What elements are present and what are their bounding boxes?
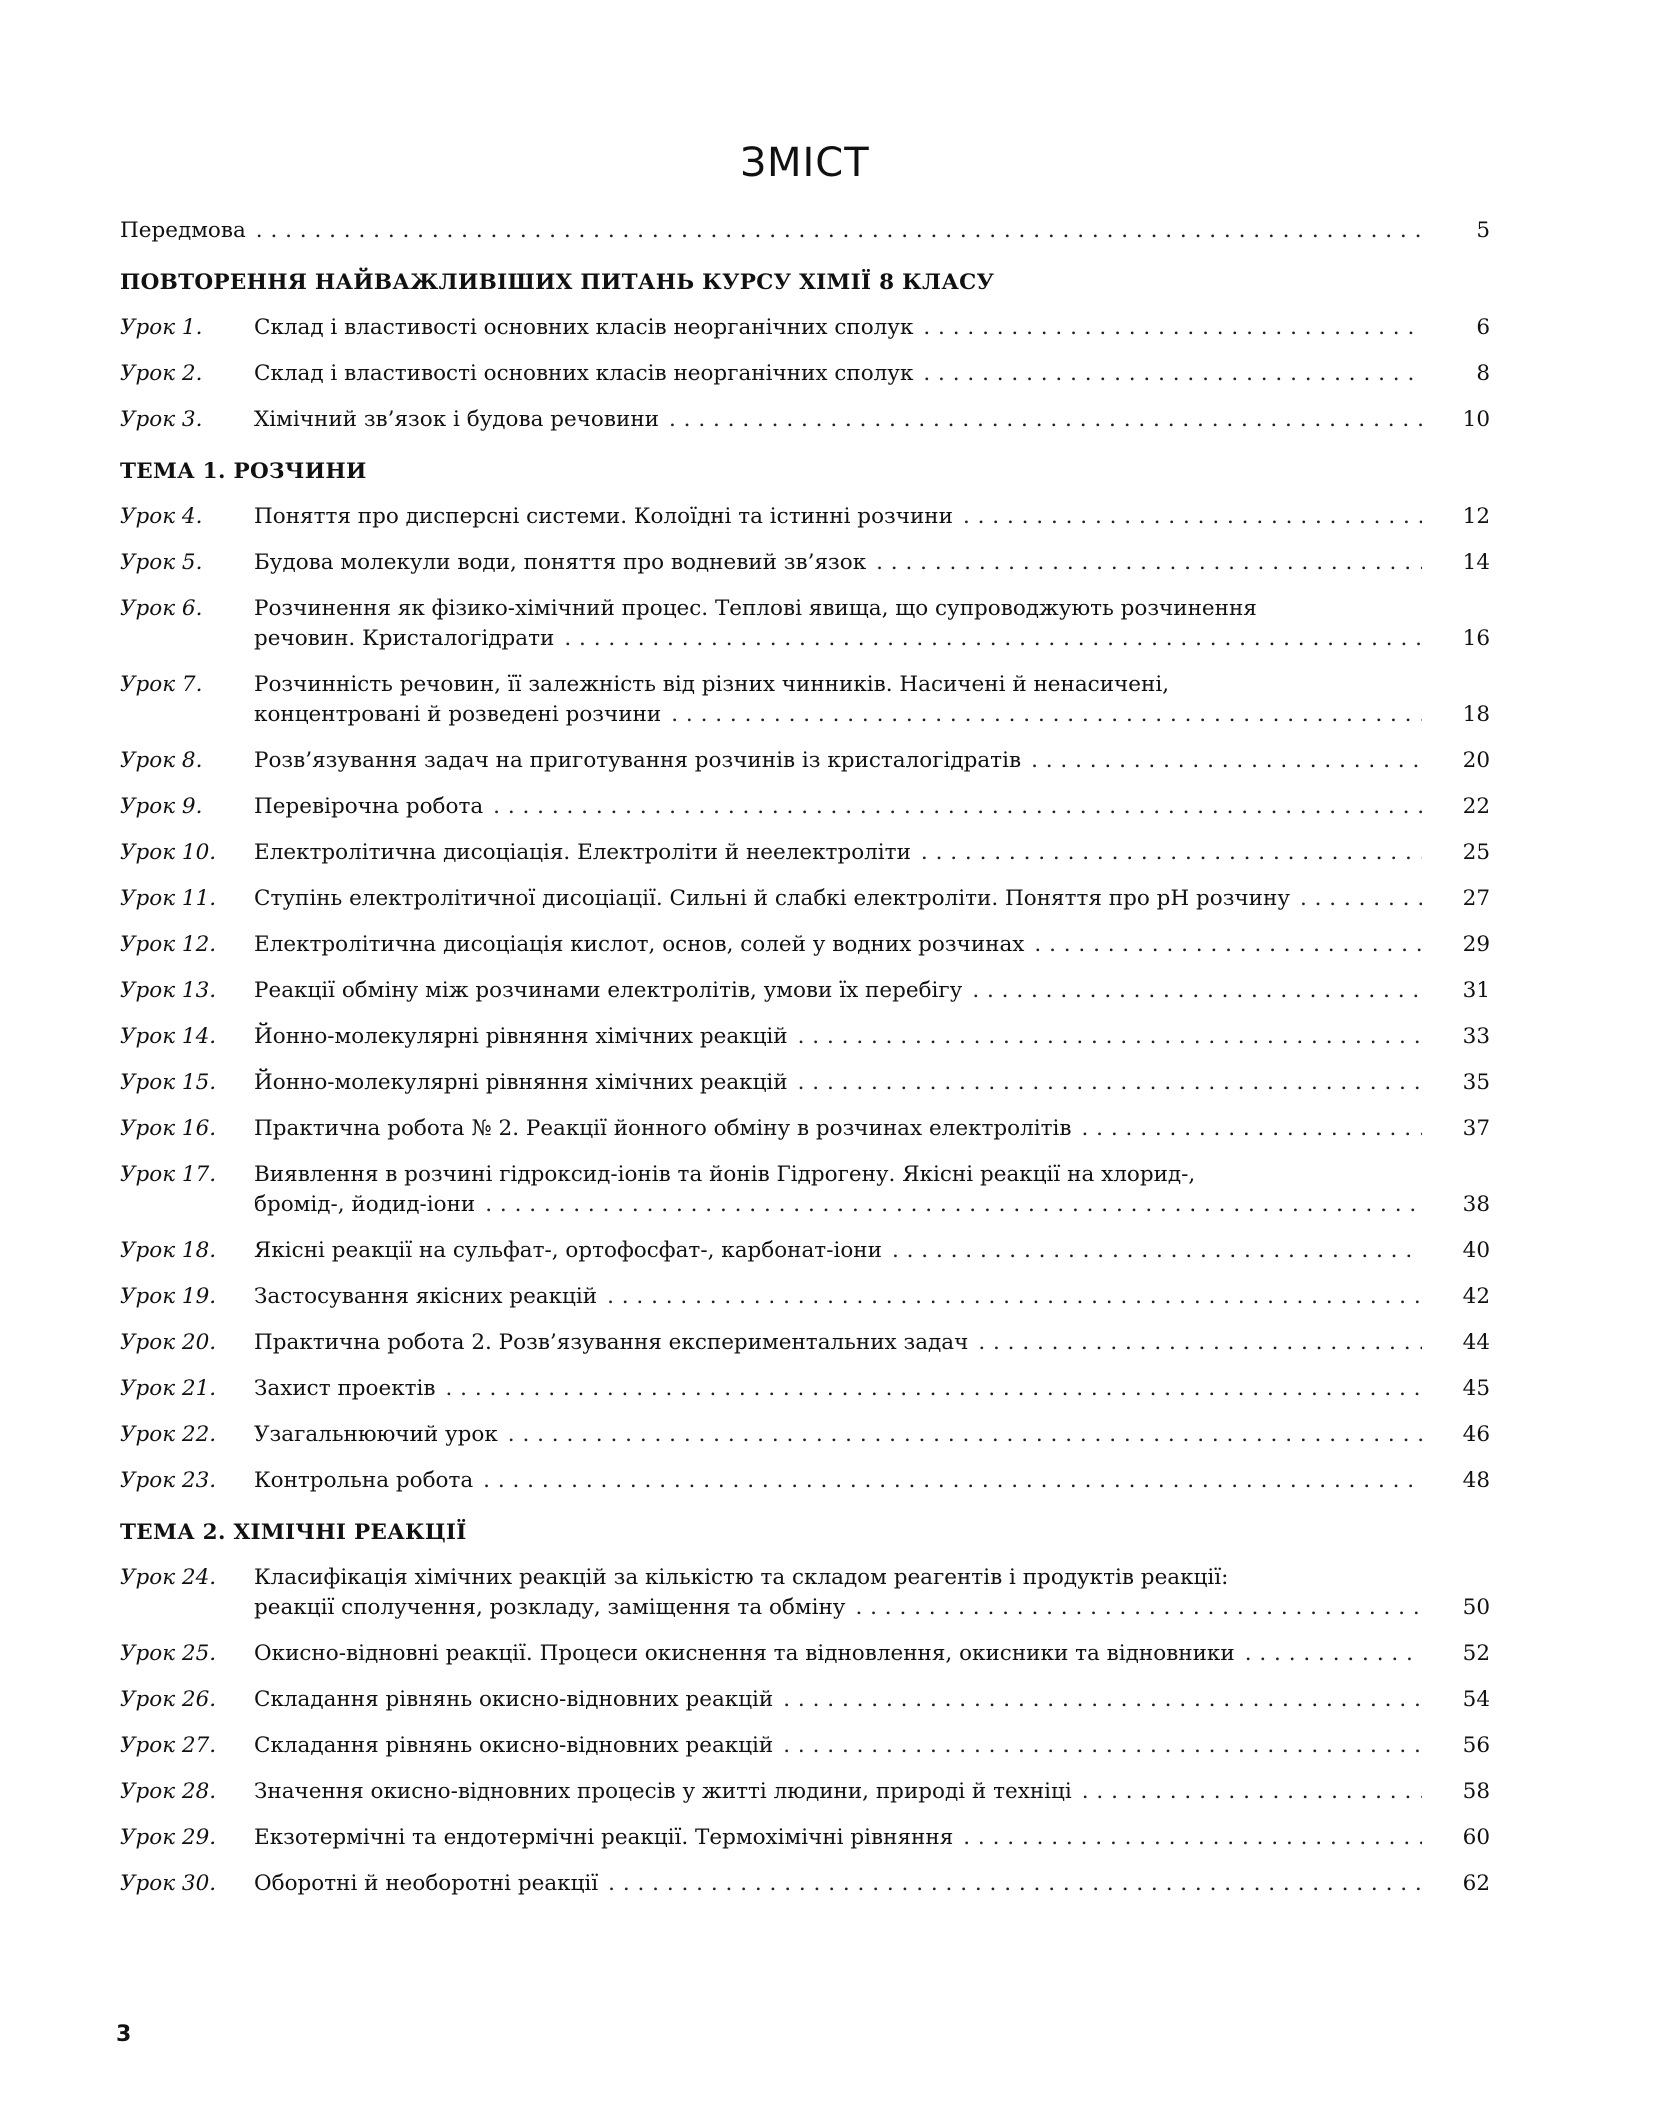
lesson-number: Урок 28. bbox=[120, 1779, 217, 1804]
toc-entry-body bbox=[254, 1869, 1430, 1899]
lesson-number: Урок 3. bbox=[120, 407, 203, 432]
toc-entry-line bbox=[254, 700, 1430, 730]
toc-entry-line bbox=[254, 1466, 1430, 1496]
dot-leader bbox=[798, 1022, 1422, 1052]
lesson-title: Практична робота 2. Розв’язування експериментальних задач bbox=[254, 1330, 969, 1355]
lesson-number: Урок 11. bbox=[120, 886, 217, 911]
lesson-title: Ступінь електролітичної дисоціації. Сильні й слабкі електроліти. Поняття про pH розчину bbox=[254, 886, 1290, 911]
dot-leader bbox=[963, 1823, 1422, 1853]
toc-entry[interactable] bbox=[120, 930, 1490, 960]
toc-entry-page: 50 bbox=[1462, 1595, 1490, 1620]
toc-entry[interactable] bbox=[120, 502, 1490, 532]
toc-entry-page: 40 bbox=[1462, 1238, 1490, 1263]
toc-entry-page: 42 bbox=[1462, 1284, 1490, 1309]
lesson-number: Урок 2. bbox=[120, 361, 203, 386]
lesson-number: Урок 12. bbox=[120, 932, 217, 957]
toc-entry-page: 46 bbox=[1462, 1422, 1490, 1447]
toc-entry-page: 25 bbox=[1462, 840, 1490, 865]
toc-entry-body bbox=[254, 792, 1430, 822]
lesson-title: концентровані й розведені розчини bbox=[254, 702, 662, 727]
toc-entry-line bbox=[254, 1869, 1430, 1899]
toc-entry-line bbox=[254, 502, 1430, 532]
toc-entry-line bbox=[254, 1731, 1430, 1761]
toc-entry-line bbox=[254, 313, 1430, 343]
toc-entry-line bbox=[254, 594, 1430, 624]
toc-entry-page: 10 bbox=[1462, 407, 1490, 432]
toc-entry[interactable] bbox=[120, 405, 1490, 435]
lesson-title: Складання рівнянь окисно-відновних реакцій bbox=[254, 1733, 774, 1758]
dot-leader bbox=[669, 405, 1422, 435]
lesson-number: Урок 7. bbox=[120, 672, 203, 697]
dot-leader bbox=[483, 1466, 1422, 1496]
lesson-number: Урок 22. bbox=[120, 1422, 217, 1447]
toc-entry-body bbox=[120, 216, 1430, 246]
toc-entry[interactable] bbox=[120, 884, 1490, 914]
lesson-title: Розчинність речовин, її залежність від різних чинників. Насичені й ненасичені, bbox=[254, 672, 1170, 697]
toc-entry-body bbox=[254, 930, 1430, 960]
toc-entry-body bbox=[254, 976, 1430, 1006]
toc-entry-body bbox=[254, 1563, 1430, 1623]
toc-entry[interactable] bbox=[120, 1685, 1490, 1715]
toc-entry[interactable] bbox=[120, 313, 1490, 343]
section-heading: ТЕМА 1. РОЗЧИНИ bbox=[120, 459, 367, 484]
toc-entry[interactable] bbox=[120, 1114, 1490, 1144]
toc-entry-page: 6 bbox=[1476, 315, 1490, 340]
dot-leader bbox=[671, 700, 1422, 730]
toc-entry[interactable] bbox=[120, 1328, 1490, 1358]
dot-leader bbox=[892, 1236, 1422, 1266]
lesson-title: Перевірочна робота bbox=[254, 794, 484, 819]
toc-entry-body bbox=[254, 1420, 1430, 1450]
lesson-number: Урок 6. bbox=[120, 596, 203, 621]
toc-entry-page: 56 bbox=[1462, 1733, 1490, 1758]
dot-leader bbox=[1082, 1114, 1422, 1144]
toc-entry[interactable] bbox=[120, 838, 1490, 868]
toc-entry-line bbox=[254, 1068, 1430, 1098]
toc-entry-body bbox=[254, 1374, 1430, 1404]
lesson-title: Екзотермічні та ендотермічні реакції. Термохімічні рівняння bbox=[254, 1825, 954, 1850]
lesson-title: Практична робота № 2. Реакції йонного обміну в розчинах електролітів bbox=[254, 1116, 1072, 1141]
toc-entry-body bbox=[254, 594, 1430, 654]
toc-entry-page: 58 bbox=[1462, 1779, 1490, 1804]
toc-entry-body bbox=[254, 1639, 1430, 1669]
toc-entry-body bbox=[254, 1282, 1430, 1312]
dot-leader bbox=[607, 1282, 1422, 1312]
toc-entry-line bbox=[254, 670, 1430, 700]
toc-entry-page: 38 bbox=[1462, 1192, 1490, 1217]
toc-entry[interactable] bbox=[120, 359, 1490, 389]
lesson-title: Якісні реакції на сульфат-, ортофосфат-, карбонат-іони bbox=[254, 1238, 882, 1263]
lesson-title: Розчинення як фізико-хімічний процес. Теплові явища, що супроводжують розчинення bbox=[254, 596, 1257, 621]
lesson-number: Урок 5. bbox=[120, 550, 203, 575]
toc-entry-body bbox=[254, 746, 1430, 776]
toc-entry-body bbox=[254, 1068, 1430, 1098]
lesson-title: Оборотні й необоротні реакції bbox=[254, 1871, 599, 1896]
dot-leader bbox=[921, 838, 1422, 868]
toc-entry-body bbox=[254, 359, 1430, 389]
lesson-title: Захист проектів bbox=[254, 1376, 436, 1401]
toc-entry[interactable] bbox=[120, 976, 1490, 1006]
lesson-title: Складання рівнянь окисно-відновних реакцій bbox=[254, 1687, 774, 1712]
lesson-number: Урок 30. bbox=[120, 1871, 217, 1896]
lesson-title: Йонно-молекулярні рівняння хімічних реакцій bbox=[254, 1024, 788, 1049]
lesson-title: Поняття про дисперсні системи. Колоїдні та істинні розчини bbox=[254, 504, 953, 529]
lesson-number: Урок 13. bbox=[120, 978, 217, 1003]
lesson-number: Урок 17. bbox=[120, 1162, 217, 1187]
lesson-title: речовин. Кристалогідрати bbox=[254, 626, 555, 651]
dot-leader bbox=[978, 1328, 1422, 1358]
dot-leader bbox=[923, 359, 1422, 389]
dot-leader bbox=[493, 792, 1422, 822]
toc-entry-body bbox=[254, 1777, 1430, 1807]
toc-entry-body bbox=[254, 313, 1430, 343]
toc-entry[interactable] bbox=[120, 1374, 1490, 1404]
lesson-number: Урок 25. bbox=[120, 1641, 217, 1666]
toc-entry-page: 12 bbox=[1462, 504, 1490, 529]
lesson-number: Урок 10. bbox=[120, 840, 217, 865]
lesson-number: Урок 16. bbox=[120, 1116, 217, 1141]
dot-leader bbox=[1300, 884, 1422, 914]
dot-leader bbox=[855, 1593, 1422, 1623]
toc-entry[interactable] bbox=[120, 1466, 1490, 1496]
toc-entry-body bbox=[254, 884, 1430, 914]
lesson-number: Урок 8. bbox=[120, 748, 203, 773]
toc-entry-page: 20 bbox=[1462, 748, 1490, 773]
dot-leader bbox=[876, 548, 1422, 578]
lesson-title: Виявлення в розчині гідроксид-іонів та йонів Гідрогену. Якісні реакції на хлорид-, bbox=[254, 1162, 1196, 1187]
dot-leader bbox=[972, 976, 1422, 1006]
toc-entry-page: 16 bbox=[1462, 626, 1490, 651]
toc-entry-page: 54 bbox=[1462, 1687, 1490, 1712]
toc-entry-body bbox=[254, 1328, 1430, 1358]
lesson-title: Значення окисно-відновних процесів у житті людини, природі й техніці bbox=[254, 1779, 1072, 1804]
toc-entry-line bbox=[254, 1190, 1430, 1220]
dot-leader bbox=[446, 1374, 1422, 1404]
toc-entry-line bbox=[254, 1374, 1430, 1404]
toc-entry-line bbox=[120, 216, 1430, 246]
toc-entry-line bbox=[254, 359, 1430, 389]
dot-leader bbox=[1082, 1777, 1422, 1807]
toc-entry-page: 60 bbox=[1462, 1825, 1490, 1850]
dot-leader bbox=[783, 1685, 1422, 1715]
toc-entry-line bbox=[254, 1823, 1430, 1853]
lesson-title: Класифікація хімічних реакцій за кількістю та складом реагентів і продуктів реакції: bbox=[254, 1565, 1229, 1590]
lesson-number: Урок 24. bbox=[120, 1565, 217, 1590]
lesson-title: реакції сполучення, розкладу, заміщення та обміну bbox=[254, 1595, 846, 1620]
dot-leader bbox=[783, 1731, 1422, 1761]
toc-entry-page: 18 bbox=[1462, 702, 1490, 727]
toc-entry[interactable] bbox=[120, 1420, 1490, 1450]
toc-entry-page: 35 bbox=[1462, 1070, 1490, 1095]
toc-entry-line bbox=[254, 548, 1430, 578]
toc-entry-body bbox=[254, 1114, 1430, 1144]
toc-entry-body bbox=[254, 548, 1430, 578]
toc-entry-line bbox=[254, 1685, 1430, 1715]
toc-entry-line bbox=[254, 1563, 1430, 1593]
lesson-number: Урок 15. bbox=[120, 1070, 217, 1095]
lesson-title: Електролітична дисоціація. Електроліти й неелектроліти bbox=[254, 840, 911, 865]
toc-entry[interactable] bbox=[120, 1823, 1490, 1853]
toc-entry-line bbox=[254, 1160, 1430, 1190]
toc-entry-line bbox=[254, 838, 1430, 868]
toc-entry-page: 62 bbox=[1462, 1871, 1490, 1896]
dot-leader bbox=[485, 1190, 1422, 1220]
toc-entry-body bbox=[254, 838, 1430, 868]
toc-entry[interactable] bbox=[120, 1236, 1490, 1266]
toc-entry-preface[interactable] bbox=[120, 216, 1490, 246]
toc-entry-line bbox=[254, 1236, 1430, 1266]
toc-entry-body bbox=[254, 1731, 1430, 1761]
toc-entry-body bbox=[254, 670, 1430, 730]
toc-entry-line bbox=[254, 1420, 1430, 1450]
page-title: ЗМІСТ bbox=[740, 140, 870, 186]
toc-entry[interactable] bbox=[120, 1022, 1490, 1052]
dot-leader bbox=[798, 1068, 1422, 1098]
toc-entry-page: 22 bbox=[1462, 794, 1490, 819]
lesson-title: Застосування якісних реакцій bbox=[254, 1284, 598, 1309]
lesson-number: Урок 27. bbox=[120, 1733, 217, 1758]
toc-entry-body bbox=[254, 1466, 1430, 1496]
toc-entry-line bbox=[254, 1328, 1430, 1358]
dot-leader bbox=[1031, 746, 1422, 776]
dot-leader bbox=[256, 216, 1422, 246]
toc-entry-line bbox=[254, 976, 1430, 1006]
toc-entry-page: 45 bbox=[1462, 1376, 1490, 1401]
toc-entry-line bbox=[254, 1022, 1430, 1052]
toc-entry-line bbox=[254, 792, 1430, 822]
lesson-title: Склад і властивості основних класів неорганічних сполук bbox=[254, 315, 914, 340]
toc-entry-page: 27 bbox=[1462, 886, 1490, 911]
lesson-title: Окисно-відновні реакції. Процеси окиснення та відновлення, окисники та відновники bbox=[254, 1641, 1235, 1666]
section-heading: ПОВТОРЕННЯ НАЙВАЖЛИВІШИХ ПИТАНЬ КУРСУ ХІМІЇ 8 КЛАСУ bbox=[120, 270, 995, 295]
lesson-number: Урок 20. bbox=[120, 1330, 217, 1355]
toc-entry-page: 31 bbox=[1462, 978, 1490, 1003]
toc-entry-line bbox=[254, 884, 1430, 914]
toc-entry-title: Передмова bbox=[120, 218, 246, 243]
toc-entry[interactable] bbox=[120, 1777, 1490, 1807]
toc-entry-line bbox=[254, 1777, 1430, 1807]
lesson-number: Урок 1. bbox=[120, 315, 203, 340]
toc-entry[interactable] bbox=[120, 1563, 1490, 1623]
toc-entry-page: 52 bbox=[1462, 1641, 1490, 1666]
toc-entry-body bbox=[254, 1236, 1430, 1266]
lesson-number: Урок 14. bbox=[120, 1024, 217, 1049]
dot-leader bbox=[923, 313, 1422, 343]
toc-entry[interactable] bbox=[120, 1068, 1490, 1098]
lesson-number: Урок 19. bbox=[120, 1284, 217, 1309]
toc-entry-page: 5 bbox=[1476, 218, 1490, 243]
toc-entry-page: 29 bbox=[1462, 932, 1490, 957]
toc-entry[interactable] bbox=[120, 792, 1490, 822]
dot-leader bbox=[564, 624, 1422, 654]
lesson-number: Урок 9. bbox=[120, 794, 203, 819]
toc-entry[interactable] bbox=[120, 1731, 1490, 1761]
lesson-number: Урок 29. bbox=[120, 1825, 217, 1850]
toc-entry-body bbox=[254, 1160, 1430, 1220]
lesson-number: Урок 21. bbox=[120, 1376, 217, 1401]
toc-entry-page: 37 bbox=[1462, 1116, 1490, 1141]
lesson-title: Реакції обміну між розчинами електролітів, умови їх перебігу bbox=[254, 978, 963, 1003]
lesson-title: Розв’язування задач на приготування розчинів із кристалогідратів bbox=[254, 748, 1022, 773]
toc-entry-page: 44 bbox=[1462, 1330, 1490, 1355]
toc-entry[interactable] bbox=[120, 1282, 1490, 1312]
toc-entry-line bbox=[254, 624, 1430, 654]
toc-entry-line bbox=[254, 1593, 1430, 1623]
table-of-contents bbox=[120, 216, 1490, 1915]
toc-entry-body bbox=[254, 1823, 1430, 1853]
toc-entry-page: 48 bbox=[1462, 1468, 1490, 1493]
toc-entry-page: 33 bbox=[1462, 1024, 1490, 1049]
toc-entry[interactable] bbox=[120, 1160, 1490, 1220]
toc-entry-body bbox=[254, 502, 1430, 532]
toc-entry-line bbox=[254, 1114, 1430, 1144]
lesson-title: Електролітична дисоціація кислот, основ, солей у водних розчинах bbox=[254, 932, 1025, 957]
lesson-title: Узагальнюючий урок bbox=[254, 1422, 498, 1447]
toc-entry[interactable] bbox=[120, 594, 1490, 654]
dot-leader bbox=[608, 1869, 1422, 1899]
lesson-number: Урок 26. bbox=[120, 1687, 217, 1712]
lesson-title: Будова молекули води, поняття про водневий зв’язок bbox=[254, 550, 867, 575]
section-heading: ТЕМА 2. ХІМІЧНІ РЕАКЦІЇ bbox=[120, 1520, 467, 1545]
toc-entry[interactable] bbox=[120, 1639, 1490, 1669]
toc-entry-body bbox=[254, 1685, 1430, 1715]
toc-entry-line bbox=[254, 930, 1430, 960]
toc-entry-page: 8 bbox=[1476, 361, 1490, 386]
lesson-title: Склад і властивості основних класів неорганічних сполук bbox=[254, 361, 914, 386]
lesson-title: Хімічний зв’язок і будова речовини bbox=[254, 407, 659, 432]
toc-entry-page: 14 bbox=[1462, 550, 1490, 575]
lesson-title: Контрольна робота bbox=[254, 1468, 474, 1493]
toc-entry-body bbox=[254, 1022, 1430, 1052]
toc-entry[interactable] bbox=[120, 548, 1490, 578]
lesson-number: Урок 4. bbox=[120, 504, 203, 529]
toc-entry[interactable] bbox=[120, 1869, 1490, 1899]
lesson-number: Урок 18. bbox=[120, 1238, 217, 1263]
dot-leader bbox=[963, 502, 1422, 532]
dot-leader bbox=[1034, 930, 1422, 960]
toc-entry-line bbox=[254, 405, 1430, 435]
page-number: 3 bbox=[116, 2022, 132, 2047]
toc-entry[interactable] bbox=[120, 670, 1490, 730]
toc-entry-line bbox=[254, 746, 1430, 776]
lesson-title: Йонно-молекулярні рівняння хімічних реакцій bbox=[254, 1070, 788, 1095]
toc-entry-body bbox=[254, 405, 1430, 435]
dot-leader bbox=[508, 1420, 1422, 1450]
toc-entry-line bbox=[254, 1282, 1430, 1312]
toc-entry-line bbox=[254, 1639, 1430, 1669]
toc-entry[interactable] bbox=[120, 746, 1490, 776]
lesson-title: бромід-, йодид-іони bbox=[254, 1192, 476, 1217]
lesson-number: Урок 23. bbox=[120, 1468, 217, 1493]
dot-leader bbox=[1245, 1639, 1422, 1669]
